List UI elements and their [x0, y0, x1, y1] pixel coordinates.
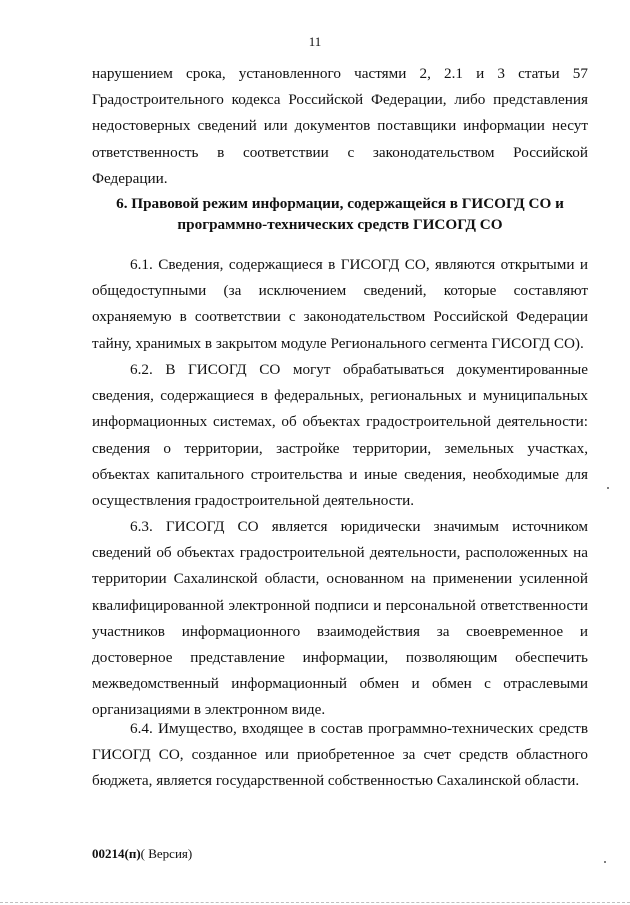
paragraph-6-4: 6.4. Имущество, входящее в состав программно-технических средств ГИСОГД СО, созданное или приобретенное за счет средств областного бюджета, является государственной собственностью Сахалинской области.: [92, 720, 588, 790]
intro-paragraph: нарушением срока, установленного частями 2, 2.1 и 3 статьи 57 Градостроительного кодекса Российской Федерации, либо представления недостоверных сведений или документов поставщики информации несут ответственность в соответствии с законодательством Российской Федерации.: [92, 65, 588, 187]
scan-speck: [607, 487, 609, 489]
paragraph-6-3: 6.3. ГИСОГД СО является юридически значимым источником сведений об объектах градостроительной деятельности, расположенных на территории Сахалинской области, основанном на применении усиленной квалифицированной электронной подписи и персональной ответственности участников информационного взаимодействия за своевременное и достоверное представление информации, позволяющим обеспечить межведомственный информационный обмен и обмен с отраслевыми организациями в электронном виде.: [92, 518, 588, 719]
document-version: ( Версия): [140, 846, 193, 861]
scan-speck: [604, 861, 606, 863]
paragraph-6-1: 6.1. Сведения, содержащиеся в ГИСОГД СО, являются открытыми и общедоступными (за исключением сведений, которые составляют охраняемую в соответствии с законодательством Российской Федерации тайну, хранимых в закрытом модуле Регионального сегмента ГИСОГД СО).: [92, 256, 588, 352]
document-code: 00214(п): [92, 846, 141, 861]
paragraph-6-2: 6.2. В ГИСОГД СО могут обрабатываться документированные сведения, содержащиеся в федеральных, региональных и муниципальных информационных системах, об объектах градостроительной деятельности: сведения о территории, застройке территории, земельных участках, объектах капитального строительства и иные сведения, необходимые для осуществления градостроительной деятельности.: [92, 361, 588, 510]
scan-edge-line: [0, 902, 630, 903]
page-number: 11: [308, 34, 322, 49]
section-heading: 6. Правовой режим информации, содержащейся в ГИСОГД СО и программно-технических средств ГИСОГД СО: [116, 195, 564, 233]
footer-label: [92, 846, 192, 862]
